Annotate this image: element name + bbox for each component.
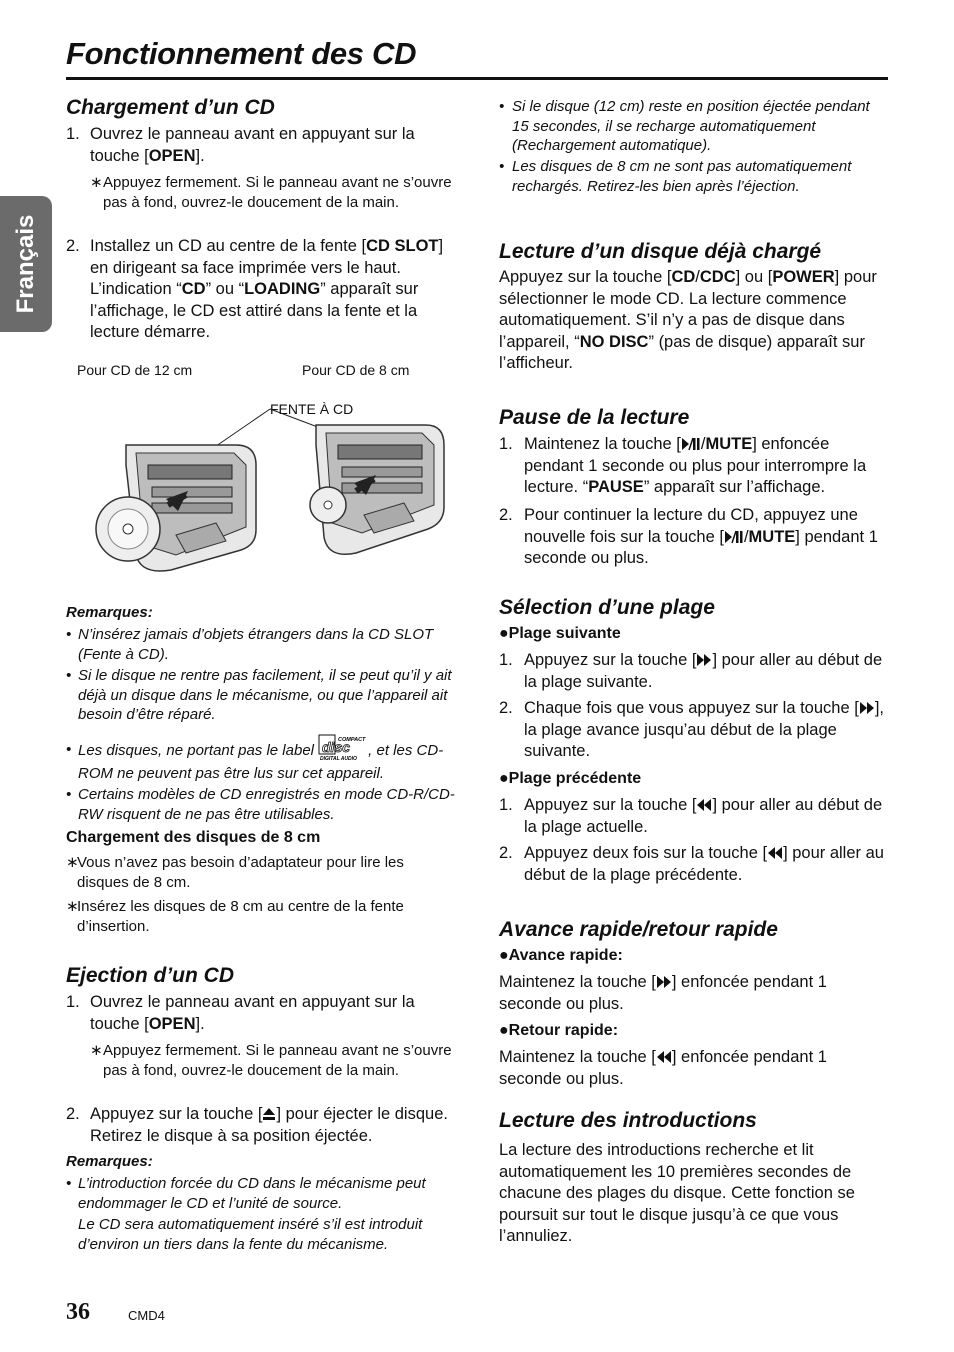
text: Appuyez sur la touche [ bbox=[524, 796, 697, 814]
note-text: Si le disque (12 cm) reste en position éjectée pendant 15 secondes, il se recharge automatiquement (Rechargement automatique). bbox=[512, 98, 870, 154]
note-text: Appuyez fermement. Si le panneau avant ne s’ouvre pas à fond, ouvrez-le doucement de la main. bbox=[103, 1042, 452, 1079]
key-cd: CD bbox=[671, 268, 696, 286]
note-text: Appuyez fermement. Si le panneau avant ne s’ouvre pas à fond, ouvrez-le doucement de la main. bbox=[103, 174, 452, 211]
text: ]. bbox=[195, 1014, 205, 1033]
eject-icon bbox=[262, 1107, 276, 1121]
label-cd-slot: FENTE À CD bbox=[270, 401, 354, 417]
sub-note-2: ∗ Insérez les disques de 8 cm au centre de la fente d’insertion. bbox=[66, 897, 456, 936]
label-text: Plage précédente bbox=[508, 770, 642, 787]
key-open: OPEN bbox=[148, 146, 196, 165]
text: ] pour aller au début de la plage actuelle. bbox=[524, 796, 883, 836]
sub-note-1: ∗ Vous n’avez pas besoin d’adaptateur pour lire les disques de 8 cm. bbox=[66, 853, 456, 892]
text: ] enfoncée pendant 1 seconde ou plus pour interrompre la lecture. “ bbox=[524, 435, 867, 496]
text: ], la plage avance jusqu’au début de la plage suivante. bbox=[524, 699, 884, 760]
text: ]. bbox=[195, 146, 205, 165]
label-text: Retour rapide: bbox=[508, 1022, 619, 1039]
page-title: Fonctionnement des CD bbox=[66, 36, 417, 71]
remark-text: N’insérez jamais d’objets étrangers dans la CD SLOT (Fente à CD). bbox=[78, 626, 434, 663]
logo-disc-text: disc bbox=[322, 739, 351, 755]
text: ] pour aller au début de la plage précédente. bbox=[524, 844, 884, 884]
remark-1: • N’insérez jamais d’objets étrangers dans la CD SLOT (Fente à CD). bbox=[66, 625, 456, 664]
text: Maintenez la touche [ bbox=[499, 1048, 656, 1066]
remarques-heading: Remarques: bbox=[66, 604, 153, 621]
next-track-icon bbox=[656, 975, 672, 989]
text: Pour continuer la lecture du CD, appuyez une nouvelle fois sur la touche [ bbox=[524, 506, 858, 546]
next-track-icon bbox=[859, 701, 875, 715]
pause-step-1: 1. Maintenez la touche [ /MUTE] enfoncée pendant 1 seconde ou plus pour interrompre la lecture. “PAUSE” apparaît sur l’affichage. bbox=[499, 435, 867, 496]
heading-intro: Lecture des introductions bbox=[499, 1109, 757, 1132]
display-pause: PAUSE bbox=[588, 478, 644, 496]
asterisk: ∗ bbox=[90, 174, 103, 191]
text: Appuyez sur la touche [ bbox=[90, 1105, 263, 1123]
remark-2: • Si le disque ne rentre pas facilement, il se peut qu’il y ait déjà un disque dans le mécanisme, ou que l’appareil ait besoin d’être réparé. bbox=[66, 666, 456, 725]
text: Appuyez sur la touche [ bbox=[499, 268, 672, 286]
text: Maintenez la touche [ bbox=[499, 973, 656, 991]
page-number: 36 bbox=[66, 1299, 90, 1325]
key-cdc: CDC bbox=[699, 268, 736, 286]
text: ] pour sélectionner le mode CD. La lecture commence automatiquement. S’il n’y a pas de disque dans l’appareil, “ bbox=[499, 268, 877, 351]
remark-3: • Les disques, ne portant pas le label COMPACT DIGITAL AUDIO disc , et les CD-ROM ne peuvent pas être lus sur cet appareil. bbox=[66, 734, 456, 785]
chargement-step-1 bbox=[66, 124, 456, 167]
language-tab bbox=[0, 196, 52, 332]
rewind-text bbox=[499, 1047, 889, 1090]
ejection-remarques-heading: Remarques: bbox=[66, 1153, 153, 1170]
play-pause-icon bbox=[681, 437, 701, 451]
model-name: CMD4 bbox=[128, 1308, 165, 1323]
label-cd-12: Pour CD de 12 cm bbox=[77, 362, 193, 378]
text: Appuyez sur la touche [ bbox=[524, 651, 697, 669]
text: ] enfoncée pendant 1 seconde ou plus. bbox=[499, 1048, 827, 1088]
cd-unit-12cm bbox=[96, 445, 256, 571]
text: Chaque fois que vous appuyez sur la touche [ bbox=[524, 699, 859, 717]
ejection-step-1: 1. Ouvrez le panneau avant en appuyant sur la touche [OPEN]. bbox=[66, 993, 415, 1033]
text: ” apparaît sur l’affichage, le CD est attiré dans la fente et la lecture démarre. bbox=[90, 280, 419, 341]
heading-selection: Sélection d’une plage bbox=[499, 596, 715, 619]
remark-text: Certains modèles de CD enregistrés en mode CD-R/CD-RW risquent de ne pas être utilisables. bbox=[78, 786, 455, 823]
previous-track-icon bbox=[696, 798, 712, 812]
text: ] ou [ bbox=[735, 268, 773, 286]
label-text: Avance rapide: bbox=[508, 947, 623, 964]
fast-forward-text bbox=[499, 972, 889, 1015]
next-step-2: 2. Chaque fois que vous appuyez sur la touche [ ], la plage avance jusqu’au début de la plage suivante. bbox=[499, 699, 884, 760]
next-step-1: 1. Appuyez sur la touche [ ] pour aller au début de la plage suivante. bbox=[499, 651, 883, 691]
note-text: Vous n’avez pas besoin d’adaptateur pour lire les disques de 8 cm. bbox=[77, 854, 404, 891]
heading-chargement: Chargement d’un CD bbox=[66, 96, 275, 119]
key-open: OPEN bbox=[148, 1014, 196, 1033]
text: ] enfoncée pendant 1 seconde ou plus. bbox=[499, 973, 827, 1013]
remark-text: Les disques, ne portant pas le label bbox=[78, 742, 314, 759]
text: / bbox=[695, 268, 700, 286]
fast-forward-label: ●Avance rapide: bbox=[499, 947, 623, 964]
text: ” ou “ bbox=[205, 280, 245, 298]
compact-disc-logo-icon bbox=[318, 734, 368, 762]
key-cd-slot: CD SLOT bbox=[366, 237, 439, 255]
next-track-label: ●Plage suivante bbox=[499, 625, 621, 642]
display-no-disc: NO DISC bbox=[579, 332, 649, 351]
logo-bottom-text: DIGITAL AUDIO bbox=[320, 756, 358, 762]
sub-heading-8cm: Chargement des disques de 8 cm bbox=[66, 829, 321, 846]
key-mute: MUTE bbox=[748, 527, 796, 546]
remark-text: L’introduction forcée du CD dans le mécanisme peut endommager le CD et l’unité de source. bbox=[78, 1175, 426, 1212]
ejection-remark-2: Le CD sera automatiquement inséré s’il est introduit d’environ un tiers dans la fente du mécanisme. bbox=[78, 1216, 423, 1253]
language-tab-label: Français bbox=[12, 214, 39, 314]
next-track-icon bbox=[696, 653, 712, 667]
display-cd: CD bbox=[181, 280, 206, 298]
step-number: 1. bbox=[66, 125, 80, 143]
display-loading: LOADING bbox=[244, 280, 321, 298]
note-text: Les disques de 8 cm ne sont pas automatiquement rechargés. Retirez-les bien après l’éjection. bbox=[512, 158, 852, 195]
ejection-step-2: 2. Appuyez sur la touche [ ] pour éjecter le disque. Retirez le disque à sa position éjectée. bbox=[66, 1105, 448, 1145]
label-text: Plage suivante bbox=[508, 625, 621, 642]
intro-text: La lecture des introductions recherche et lit automatiquement les 10 premières secondes de chacune des plages du disque. Cette fonction se poursuit sur tout le disque jusqu’à ce que vous l’annuliez. bbox=[499, 1141, 855, 1245]
text: ] pour aller au début de la plage suivante. bbox=[524, 651, 883, 691]
label-cd-8: Pour CD de 8 cm bbox=[302, 362, 410, 378]
heading-avance: Avance rapide/retour rapide bbox=[499, 918, 778, 941]
ejection-remark-1: • L’introduction forcée du CD dans le mécanisme peut endommager le CD et l’unité de source. bbox=[66, 1174, 456, 1213]
heading-pause: Pause de la lecture bbox=[499, 406, 690, 429]
text: ] pour éjecter le disque. Retirez le disque à sa position éjectée. bbox=[90, 1105, 448, 1145]
note-text: Insérez les disques de 8 cm au centre de la fente d’insertion. bbox=[77, 898, 404, 935]
text: Installez un CD au centre de la fente [ bbox=[90, 237, 367, 255]
play-pause-icon bbox=[724, 530, 744, 544]
text: ” apparaît sur l’affichage. bbox=[643, 478, 826, 496]
rewind-label: ●Retour rapide: bbox=[499, 1022, 619, 1039]
auto-reload-note-2: • Les disques de 8 cm ne sont pas automatiquement rechargés. Retirez-les bien après l’éjection. bbox=[499, 157, 889, 196]
heading-lecture-charge: Lecture d’un disque déjà chargé bbox=[499, 240, 822, 263]
text: ] en dirigeant sa face imprimée vers le haut. L’indication “ bbox=[90, 237, 444, 298]
remark-text: , et les CD-ROM ne peuvent pas être lus sur cet appareil. bbox=[78, 742, 444, 782]
text: Maintenez la touche [ bbox=[524, 435, 681, 453]
chargement-step-2 bbox=[66, 236, 456, 344]
text: Appuyez deux fois sur la touche [ bbox=[524, 844, 768, 862]
ejection-note-1: ∗ Appuyez fermement. Si le panneau avant ne s’ouvre pas à fond, ouvrez-le doucement de la main. bbox=[90, 1041, 460, 1080]
remark-text: Si le disque ne rentre pas facilement, il se peut qu’il y ait déjà un disque dans le mécanisme, ou que l’appareil ait besoin d’être réparé. bbox=[78, 667, 452, 723]
cd-unit-8cm bbox=[310, 425, 444, 554]
cd-player-illustration bbox=[66, 395, 456, 595]
logo-top-text: COMPACT bbox=[338, 737, 366, 743]
lecture-charge-text bbox=[499, 267, 889, 375]
pause-step-2: 2. Pour continuer la lecture du CD, appuyez une nouvelle fois sur la touche [ /MUTE] pendant 1 seconde ou plus. bbox=[499, 506, 878, 567]
previous-track-icon bbox=[767, 846, 783, 860]
remark-4: • Certains modèles de CD enregistrés en mode CD-R/CD-RW risquent de ne pas être utilisables. bbox=[66, 786, 455, 823]
previous-track-icon bbox=[656, 1050, 672, 1064]
previous-track-label: ●Plage précédente bbox=[499, 770, 642, 787]
key-mute: MUTE bbox=[705, 435, 753, 453]
title-rule bbox=[66, 77, 888, 80]
prev-step-1: 1. Appuyez sur la touche [ ] pour aller au début de la plage actuelle. bbox=[499, 796, 883, 836]
auto-reload-note-1: • Si le disque (12 cm) reste en position éjectée pendant 15 secondes, il se recharge automatiquement (Rechargement automatique). bbox=[499, 97, 889, 156]
text: ” (pas de disque) apparaît sur l’afficheur. bbox=[499, 332, 865, 372]
heading-ejection: Ejection d’un CD bbox=[66, 964, 234, 987]
text: Ouvrez le panneau avant en appuyant sur la touche [ bbox=[90, 993, 415, 1033]
step-number: 2. bbox=[66, 237, 80, 255]
key-power: POWER bbox=[772, 268, 835, 286]
text: Ouvrez le panneau avant en appuyant sur la touche [ bbox=[90, 125, 415, 165]
prev-step-2: 2. Appuyez deux fois sur la touche [ ] pour aller au début de la plage précédente. bbox=[499, 844, 884, 884]
chargement-note-1 bbox=[90, 173, 460, 212]
text: ] pendant 1 seconde ou plus. bbox=[524, 527, 878, 567]
